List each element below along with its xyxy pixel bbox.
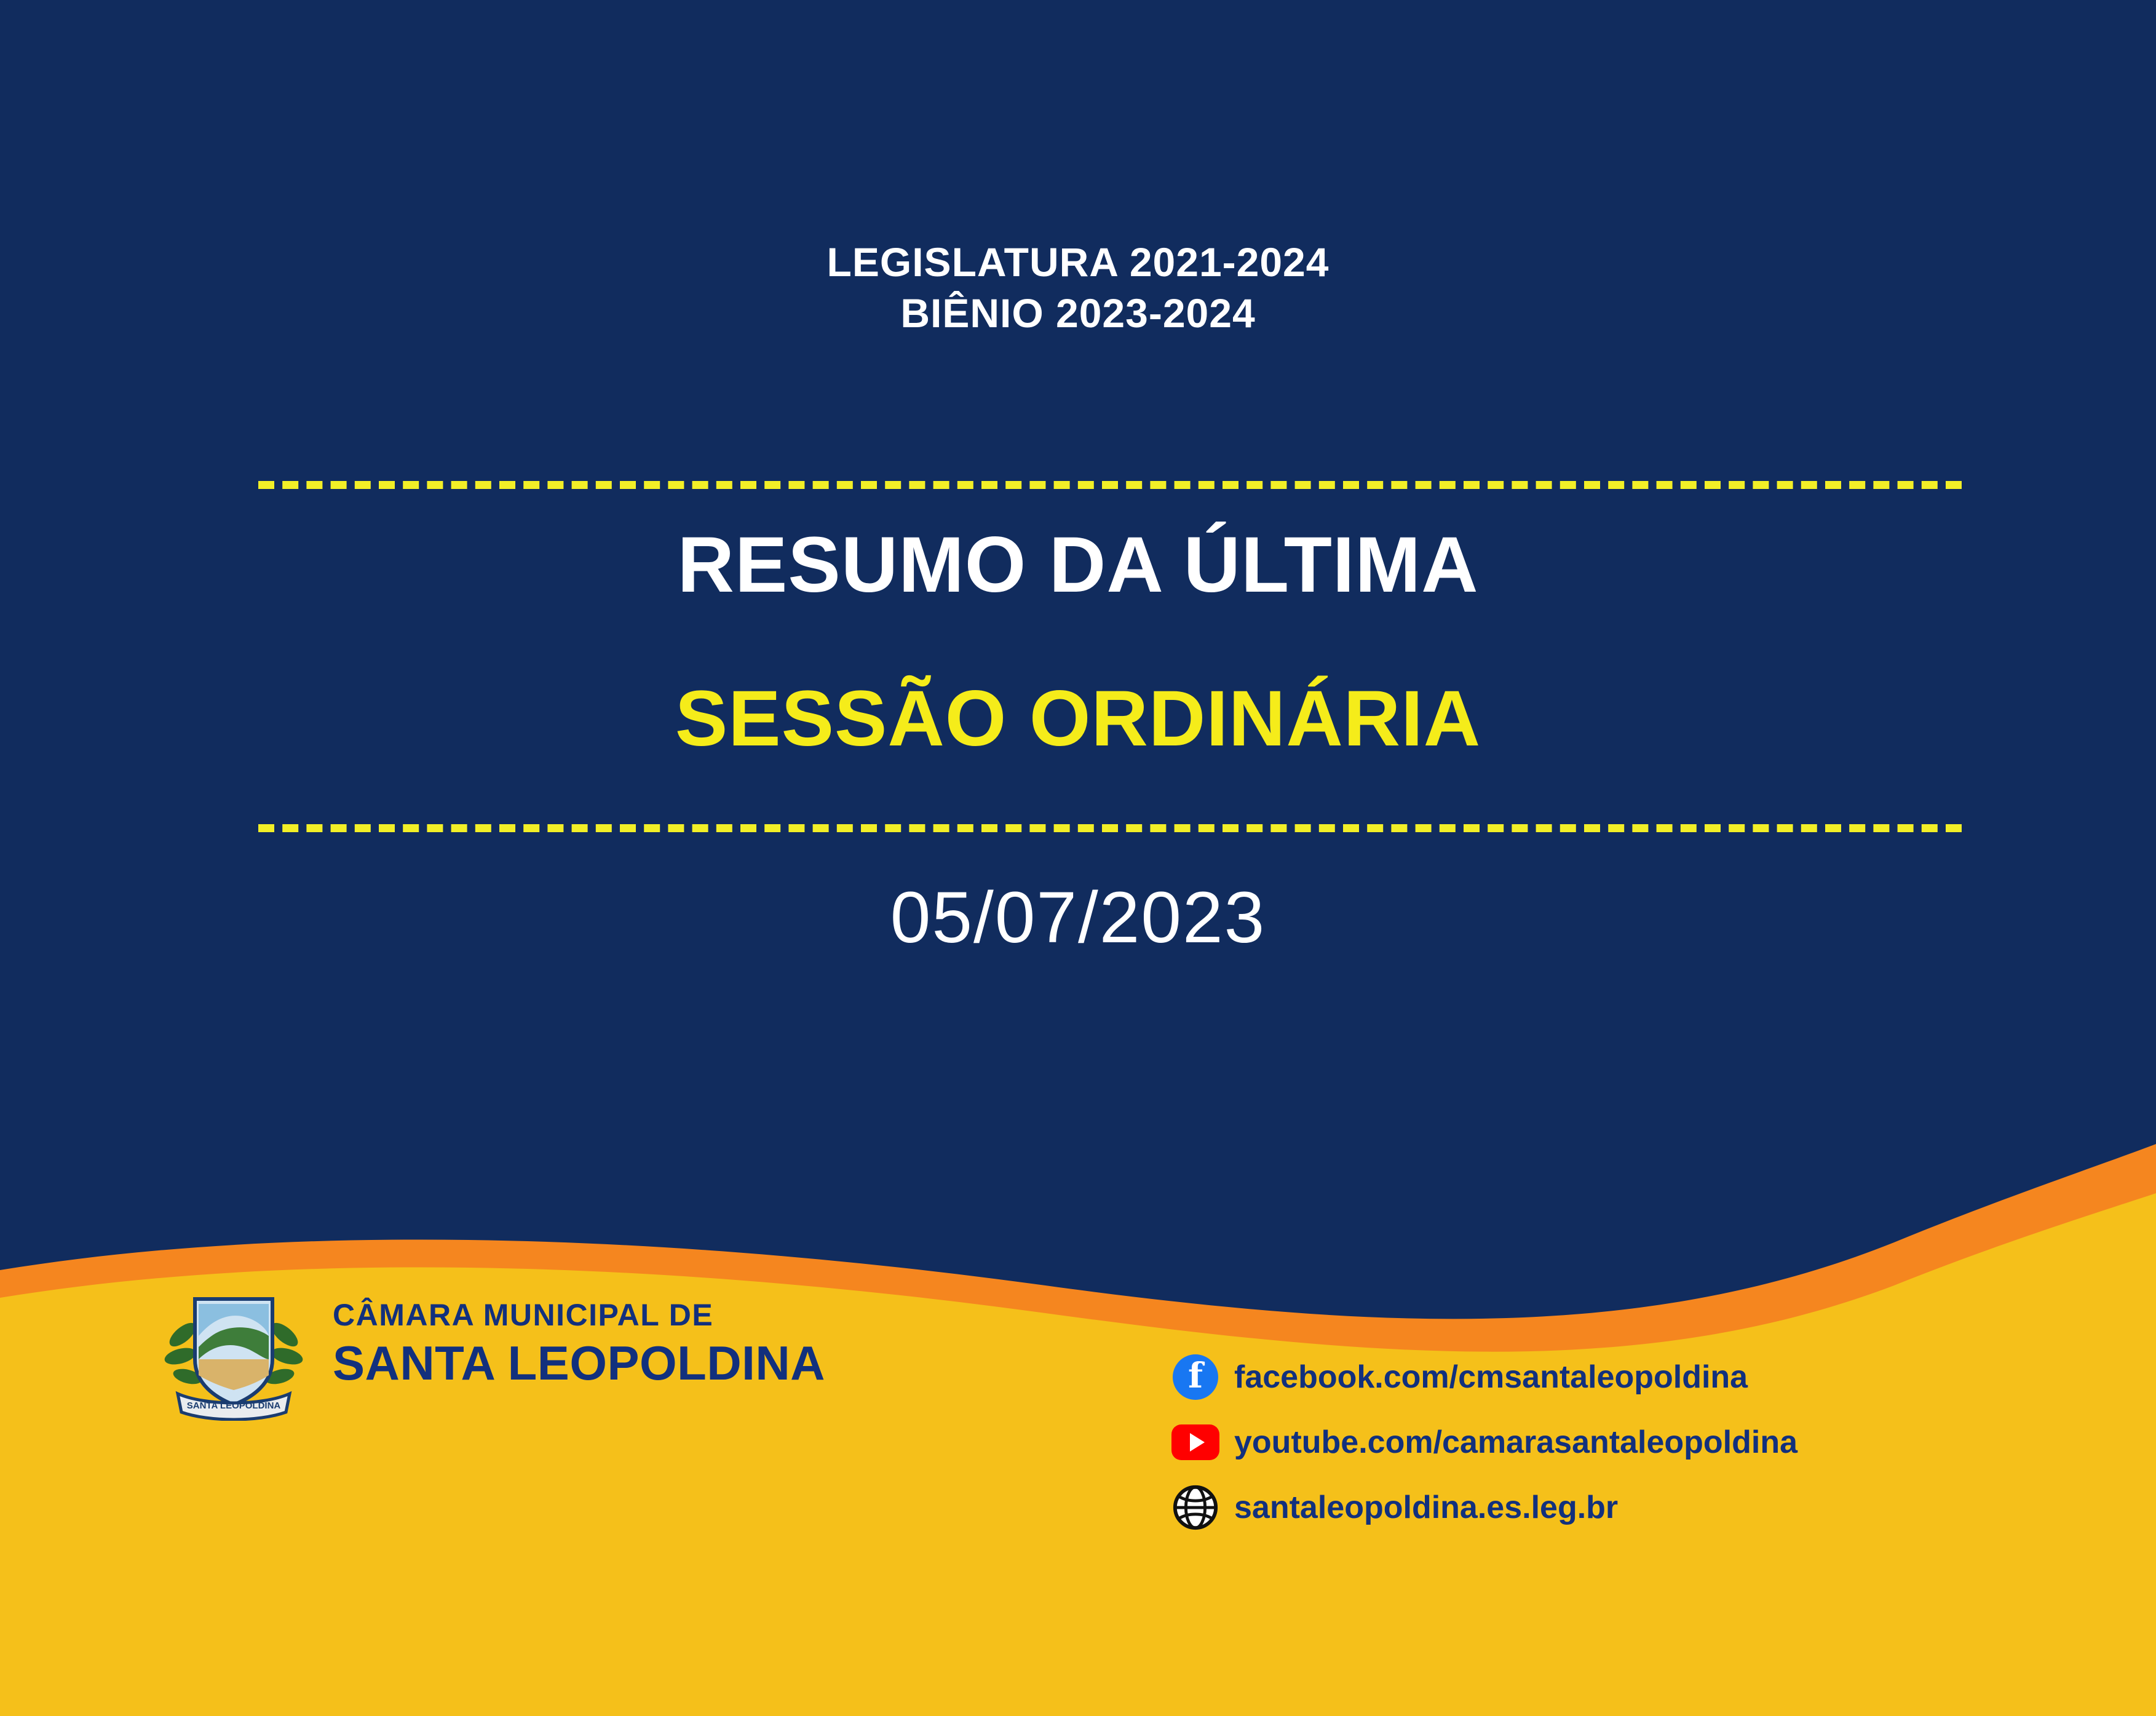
divider-bottom [258,824,1962,832]
legislature-line: LEGISLATURA 2021-2024 [826,239,1330,285]
globe-icon [1171,1484,1219,1531]
facebook-label: facebook.com/cmsantaleopoldina [1234,1359,1748,1395]
coat-of-arms-icon [157,1267,311,1421]
website-label: santaleopoldina.es.leg.br [1234,1490,1619,1525]
youtube-label: youtube.com/camarasantaleopoldina [1234,1424,1798,1460]
facebook-icon: f [1171,1353,1219,1401]
page-subtitle: SESSÃO ORDINÁRIA [675,675,1481,763]
social-row-facebook[interactable] [1171,1353,1797,1401]
social-row-youtube[interactable] [1171,1418,1797,1466]
brand-line-1: CÂMARA MUNICIPAL DE [333,1297,714,1332]
social-links [1171,1353,1797,1549]
divider-top [258,481,1962,489]
social-row-website[interactable] [1171,1484,1797,1531]
brand-text [333,1298,825,1390]
session-date: 05/07/2023 [890,877,1266,958]
legislature-heading [0,237,2156,338]
brand-line-2: SANTA LEOPOLDINA [333,1335,825,1390]
youtube-icon [1171,1418,1219,1466]
brand-block [157,1267,825,1421]
svg-text:SANTA LEOPOLDINA: SANTA LEOPOLDINA [186,1400,281,1411]
biennium-line: BIÊNIO 2023-2024 [900,290,1256,336]
page-title: RESUMO DA ÚLTIMA [677,521,1479,609]
